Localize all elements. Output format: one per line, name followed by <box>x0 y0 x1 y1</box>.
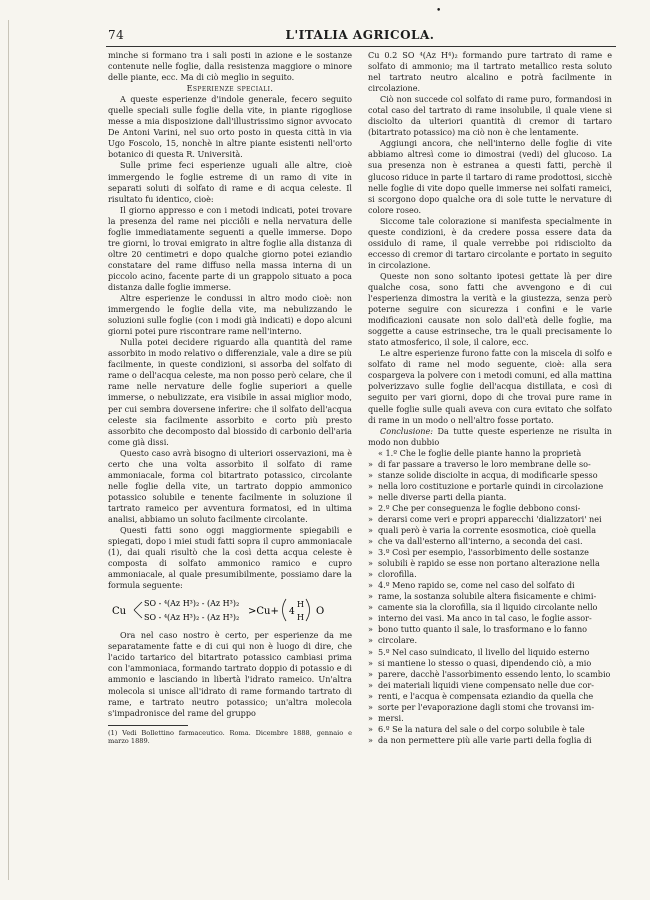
quote-mark: » <box>368 701 373 712</box>
paragraph: Il giorno appresso e con i metodi indicati, potei trovare la presenza del rame nei picciôli e nella nervatura delle foglie immediatamente seguenti a quelle immerse. Dopo tre giorni, lo trovai emigrato in altre foglie alla distanza di oltre 20 centimetri e dopo qualche giorno potei eziandio constatare del rame diffuso nella massa interna di un piccolo acino, facente parte di un grappolo situato a poca distanza dalle foglie immerse. <box>108 204 352 292</box>
quote-line <box>368 691 612 702</box>
quote-mark: » <box>368 712 373 723</box>
quote-text: 3.º Così per esempio, l'assorbimento delle sostanze <box>378 547 589 558</box>
quote-mark: » <box>368 547 373 558</box>
quote-mark: » <box>368 657 373 668</box>
quote-mark: » <box>368 525 373 536</box>
formula-cu-left: Cu <box>112 606 127 618</box>
formula-paren-left <box>283 599 287 621</box>
quote-mark: » <box>368 679 373 690</box>
formula-o: O <box>316 606 325 618</box>
quote-line <box>368 580 612 591</box>
paragraph: Le altre esperienze furono fatte con la miscela di solfo e solfato di rame nel modo seguente, cioè: alla sera cospargeva la polvere con i metodi comuni, ed alla mattina polverizzavo sulle foglie dell'acqua distillata, e così di seguito per vari giorni, dopo di che trovai pure rame in quelle foglie sulle quali aveva con cura evitato che solfato di rame in un modo o nell'altro fosse portato. <box>368 348 612 425</box>
formula-row2: SO - ⁴(Az H³)₂ - (Az H³)₂ <box>144 613 240 623</box>
quote-mark: » <box>368 513 373 524</box>
quote-line <box>368 459 612 470</box>
quote-text: circolare. <box>378 635 418 646</box>
paragraph: Altre esperienze le condussi in altro modo cioè: non immergendo le foglie della vite, ma nebulizzando le soluzioni sulle foglie (con i modi già indicati) e dopo alcuni giorni potei pure riscontrare rame nell'interno. <box>108 293 352 337</box>
quote-line <box>368 536 612 547</box>
quote-line <box>368 647 612 658</box>
quote-mark: » <box>368 502 373 513</box>
quote-text: stanze solide disciolte in acqua, di modificarle spesso <box>378 469 598 480</box>
quote-mark: » <box>368 480 373 491</box>
quote-text: « 1.º Che le foglie delle piante hanno la proprietà <box>378 447 582 458</box>
quote-mark: » <box>368 734 373 745</box>
formula-four: 4 <box>289 607 295 618</box>
quote-text: nella loro costituzione e portarle quindi in circolazione <box>378 480 604 491</box>
journal-title: L'ITALIA AGRICOLA. <box>285 28 435 42</box>
paragraph: Sulle prime feci esperienze uguali alle altre, cioè immergendo le foglie estreme di un ramo di vite in separati soluti di solfato di rame e di acqua celeste. Il risultato fu identico, cioè: <box>108 160 352 204</box>
paragraph: Questi fatti sono oggi maggiormente spiegabili e spiegati, dopo i miei studi fatti sopra il cupro ammoniacale (1), dai quali risultò che la così detta acqua celeste è composta di solfato ammonico ramico e cupro ammoniacale, al quale presumibilmente, possiamo dare la formula seguente: <box>108 525 352 591</box>
quote-text: mersi. <box>378 712 404 723</box>
quote-line <box>368 558 612 569</box>
quote-text: rame, la sostanza solubile altera fisicamente e chimi- <box>378 591 597 602</box>
conclusion-paragraph <box>368 426 612 448</box>
paragraph: Siccome tale colorazione si manifesta specialmente in queste condizioni, è da credere possa essere data da ossidulo di rame, il quale verrebbe poi ridisciolto da eccesso di cremor di tartaro circolante e portato in seguito in circolazione. <box>368 215 612 270</box>
quote-block <box>368 448 612 746</box>
quote-line <box>368 613 612 624</box>
quote-line <box>368 724 612 735</box>
quote-mark: » <box>368 635 373 646</box>
quote-mark: » <box>368 558 373 569</box>
quote-line <box>368 680 612 691</box>
quote-line <box>368 624 612 635</box>
page-mark: • <box>436 6 442 16</box>
quote-line <box>368 470 612 481</box>
quote-text: da non permettere più alle varie parti della foglia di <box>378 734 592 745</box>
quote-text: dei materiali liquidi viene compensato nelle due cor- <box>378 679 594 690</box>
quote-text: clorofilla. <box>378 569 417 580</box>
quote-mark: » <box>368 624 373 635</box>
formula-brackets <box>108 596 352 624</box>
footnote-rule <box>108 725 188 726</box>
quote-text: 6.º Se la natura del sale o del corpo solubile è tale <box>378 723 585 734</box>
quote-text: nelle diverse parti della pianta. <box>378 491 507 502</box>
quote-line <box>368 525 612 536</box>
quote-mark: » <box>368 613 373 624</box>
paragraph: Questo caso avrà bisogno di ulteriori osservazioni, ma è certo che una volta assorbito il solfato di rame ammoniacale, forma col bitartrato potassico, circolante nelle foglie della vite, un tartrato doppio ammonico potassico solubile e tenente facilmente in soluzione il tartrato rameico per avventura formatosi, ed in ultima analisi, abbiamo un soluto facilmente circolante. <box>108 447 352 524</box>
quote-mark: » <box>368 646 373 657</box>
quote-line <box>368 481 612 492</box>
paragraph: Queste non sono soltanto ipotesi gettate là per dire qualche cosa, sono fatti che avvengono e di cui l'esperienza dimostra la verità e la giustezza, senza però poterne seguire con sicurezza i confini e le varie modificazioni causate non solo dall'età delle foglie, ma soggette a cause estrinseche, tra le quali precisamente lo stato atmosferico, il sole, il calore, ecc. <box>368 270 612 348</box>
formula-right: >Cu+ <box>248 606 279 618</box>
quote-text: 4.º Meno rapido se, come nel caso del solfato di <box>378 580 575 591</box>
quote-mark: » <box>368 602 373 613</box>
quote-line <box>368 602 612 613</box>
quote-mark: » <box>368 458 373 469</box>
quote-line <box>368 669 612 680</box>
quote-line <box>368 658 612 669</box>
quote-text: 5.º Nel caso suindicato, il livello del liquido esterno <box>378 646 590 657</box>
quote-line <box>368 702 612 713</box>
quote-text: si mantiene lo stesso o quasi, dipendendo ciò, a mio <box>378 657 592 668</box>
quote-text: solubili è rapido se esse non portano alterazione nella <box>378 558 600 569</box>
quote-mark: » <box>368 723 373 734</box>
quote-line <box>368 492 612 503</box>
quote-text: bono tutto quanto il sale, lo trasformano e lo fanno <box>378 624 588 635</box>
quote-line <box>368 591 612 602</box>
quote-text: di far passare a traverso le loro membrane delle so- <box>378 458 591 469</box>
quote-line <box>368 713 612 724</box>
paragraph: Nulla potei decidere riguardo alla quantità del rame assorbito in modo relativo o differenziale, vale a dire se più facilmente, in queste condizioni, si assorba del solfato di rame o dell'acqua celeste, ma non posso però celare, che il rame nelle nervature delle foglie superiori a quelle immerse, o nebulizzate, era visibile in assai miglior modo, per cui sembra doversene inferire: che il solfato dell'acqua celeste sia facilmente assorbito e corto più presto assorbito che decomposto dal biossido di carbonio dell'aria come già dissi. <box>108 337 352 447</box>
quote-mark: » <box>368 469 373 480</box>
section-title: Esperienze speciali. <box>186 83 274 94</box>
quote-line <box>368 735 612 746</box>
quote-line <box>368 448 612 459</box>
quote-mark: » <box>368 536 373 547</box>
quote-line <box>368 547 612 558</box>
quote-text: interno dei vasi. Ma anco in tal caso, le foglie assor- <box>378 613 592 624</box>
right-column <box>368 50 612 746</box>
quote-mark: » <box>368 668 373 679</box>
quote-line <box>368 569 612 580</box>
scan-edge-line <box>8 20 9 880</box>
formula-row1: SO - ⁴(Az H³)₂ - (Az H³)₂ <box>144 599 240 609</box>
paragraph: Cu 0.2 SO ⁴(Az H⁴)₂ formando pure tartrato di rame e solfato di ammonio; ma il tartrato metallico resta soluto nel tartrato neutro alcalino e potrà facilmente in circolazione. <box>368 50 612 94</box>
chemical-formula <box>108 596 352 624</box>
quote-mark: » <box>368 591 373 602</box>
quote-mark: » <box>368 690 373 701</box>
quote-text: 2.º Che per conseguenza le foglie debbono consi- <box>378 502 581 513</box>
paragraph: Ciò non succede col solfato di rame puro, formandosi in cotal caso del tartrato di rame insolubile, il quale viene si disciolto da ulteriori quantità di cremor di tartaro (bitartrato potassico) ma ciò non è che lentamente. <box>368 94 612 138</box>
paragraph: Aggiungi ancora, che nell'interno delle foglie di vite abbiamo altresì come io dimostrai (vedi) del glucoso. La sua presenza non è estranea a questi fatti, perchè il glucoso riduce in parte il tartaro di rame prodottosi, sicchè nelle foglie di vite dopo quelle immerse nei solfati rameici, si scorgono dopo qualche ora di sole tutte le nervature di colore roseo. <box>368 138 612 215</box>
quote-mark: » <box>368 569 373 580</box>
quote-mark: » <box>368 491 373 502</box>
quote-text: sorte per l'evaporazione dagli stomi che trovansi im- <box>378 701 595 712</box>
quote-mark: » <box>368 580 373 591</box>
quote-text: derarsi come veri e propri apparecchi 'dializzatori' nei <box>378 513 602 524</box>
conclusion-label: Conclusione: <box>380 425 433 436</box>
conclusion-text: Da tutte queste esperienze ne risulta in modo non dubbio <box>368 425 612 447</box>
paragraph: minche si formano tra i sali posti in azione e le sostanze contenute nelle foglie, dalla resistenza maggiore o minore delle piante, ecc. Ma di ciò meglio in seguito. <box>108 50 352 83</box>
formula-h-bottom: H <box>297 613 304 623</box>
left-column <box>108 50 352 746</box>
header-rule <box>106 46 616 47</box>
quote-line <box>368 635 612 646</box>
formula-left-angle <box>134 602 142 618</box>
quote-text: parere, dacchè l'assorbimento essendo lento, lo scambio <box>378 668 611 679</box>
quote-text: renti, e l'acqua è compensata eziandio da quella che <box>378 690 594 701</box>
page-header <box>108 28 612 46</box>
paragraph: A queste esperienze d'indole generale, fecero seguito quelle speciali sulle foglie della vite, in piante rigogliose messe a mia disposizione dall'illustrissimo signor avvocato De Antoni Varini, nel suo orto posto in questa città in via Ugo Foscolo, 15, nonchè in altre piante esistenti nell'orto botanico di questa R. Università. <box>108 94 352 160</box>
quote-line <box>368 514 612 525</box>
formula-paren-right <box>306 599 310 621</box>
paragraph: Ora nel caso nostro è certo, per esperienze da me separatamente fatte e di cui qui non è luogo di dire, che l'acido tartarico del bitartrato potassico cambiasi prima con l'ammoniaca, formando tartrato doppio di potassio e di ammonio e lasciando in libertà l'idrato rameico. Un'altra molecola si unisce all'idrato di rame formando tartrato di rame, e tartrato neutro potassico; un'altra molecola s'impadronisce del rame del gruppo <box>108 630 352 718</box>
quote-text: quali però è varia la corrente esosmotica, cioè quella <box>378 525 597 536</box>
page-number: 74 <box>108 28 125 42</box>
quote-text: camente sia la clorofilla, sia il liquido circolante nello <box>378 602 598 613</box>
formula-h-top: H <box>297 600 304 610</box>
quote-line <box>368 503 612 514</box>
footnote: (1) Vedi Bollettino farmaceutico. Roma. Dicembre 1888, gennaio e marzo 1889. <box>108 728 352 746</box>
quote-text: che va dall'esterno all'interno, a seconda dei casi. <box>378 536 583 547</box>
